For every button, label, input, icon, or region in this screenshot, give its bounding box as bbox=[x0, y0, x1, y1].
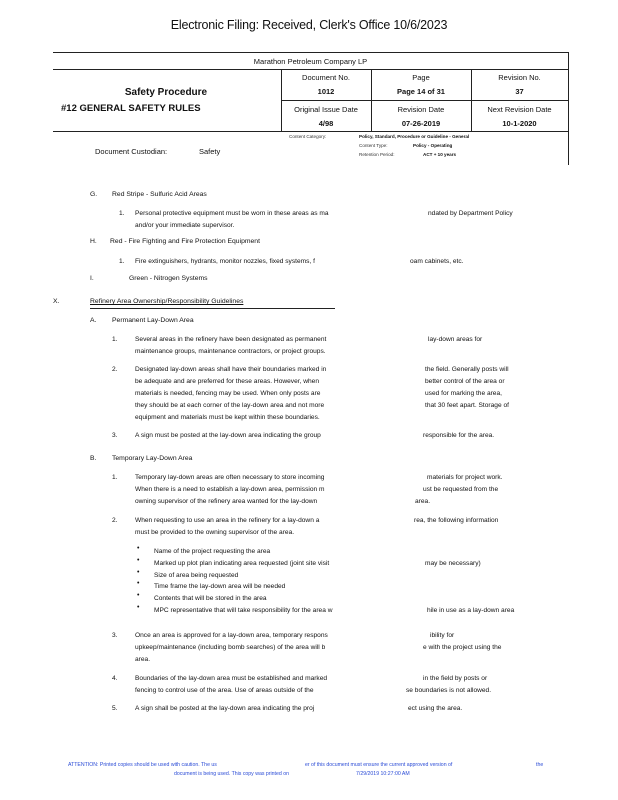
body-text: ust be requested from the bbox=[423, 486, 499, 493]
body-text: be adequate and are preferred for these areas. However, when bbox=[135, 378, 320, 385]
item-number: 5. bbox=[112, 705, 118, 712]
body-text: Several areas in the refinery have been designated as permanent bbox=[135, 336, 327, 343]
next-rev-label: Next Revision Date bbox=[487, 105, 552, 114]
body-text: Designated lay-down areas shall have their boundaries marked in bbox=[135, 366, 327, 373]
bullet-icon: • bbox=[137, 556, 140, 564]
list-item: Contents that will be stored in the area bbox=[154, 595, 267, 603]
body-text: they should be at each corner of the lay-down area and not more bbox=[135, 402, 325, 409]
body-text: Personal protective equipment must be worn in these areas as ma bbox=[135, 210, 329, 217]
bullet-icon: • bbox=[137, 545, 140, 552]
company-name: Marathon Petroleum Company LP bbox=[253, 57, 368, 66]
body-text: Boundaries of the lay-down area must be established and marked bbox=[135, 675, 328, 682]
print-timestamp: 7/29/2019 10:27:00 AM bbox=[356, 771, 410, 777]
body-text: that 30 feet apart. Storage of bbox=[425, 402, 509, 409]
rev-date-label: Revision Date bbox=[397, 105, 445, 114]
body-text: Once an area is approved for a lay-down area, temporary respons bbox=[135, 632, 328, 639]
body-text: used for marking the area, bbox=[425, 390, 502, 397]
section-title: Red - Fire Fighting and Fire Protection Equipment bbox=[110, 238, 260, 245]
content-type-label: Content Type: bbox=[359, 143, 388, 148]
body-text: When requesting to use an area in the refinery for a lay-down a bbox=[135, 517, 320, 524]
section-number: X. bbox=[53, 298, 60, 305]
body-text: A sign must be posted at the lay-down area indicating the group bbox=[135, 432, 321, 439]
retention-label: Retention Period: bbox=[359, 152, 395, 157]
next-rev-date: 10-1-2020 bbox=[502, 119, 537, 128]
filing-stamp: Electronic Filing: Received, Clerk's Office 10/6/2023 bbox=[170, 18, 448, 32]
body-text: materials for project work. bbox=[427, 474, 503, 481]
body-text: e with the project using the bbox=[423, 644, 502, 651]
body-text: ndated by Department Policy bbox=[428, 210, 513, 217]
body-text: owning supervisor of the refinery area wanted for the lay-down bbox=[135, 498, 318, 505]
item-number: 2. bbox=[112, 366, 118, 373]
custodian-value: Safety bbox=[199, 147, 221, 156]
procedure-title: Safety Procedure bbox=[124, 87, 208, 98]
section-title: Refinery Area Ownership/Responsibility Guidelines bbox=[90, 298, 244, 305]
procedure-name: #12 GENERAL SAFETY RULES bbox=[61, 103, 201, 114]
item-number: 3. bbox=[112, 432, 118, 439]
rev-date: 07-26-2019 bbox=[401, 119, 441, 128]
body-text: se boundaries is not allowed. bbox=[406, 687, 492, 694]
body-text: oam cabinets, etc. bbox=[410, 258, 464, 265]
body-text: better control of the area or bbox=[425, 378, 505, 385]
page-value: Page 14 of 31 bbox=[397, 87, 445, 96]
body-text: fencing to control use of the area. Use of areas outside of the bbox=[135, 687, 314, 694]
footer-notice: er of this document must ensure the current approved version of bbox=[305, 762, 453, 768]
body-text: in the field by posts or bbox=[423, 675, 488, 682]
item-letter: A. bbox=[90, 317, 97, 324]
body-text: the field. Generally posts will bbox=[425, 366, 509, 373]
content-type: Policy - Operating bbox=[413, 143, 453, 148]
body-text: must be provided to the owning supervisor of the area. bbox=[135, 529, 295, 536]
bullet-icon: • bbox=[137, 604, 140, 611]
body-text: lay-down areas for bbox=[428, 336, 483, 343]
item-number: 1. bbox=[119, 258, 125, 265]
item-number: 4. bbox=[112, 675, 118, 682]
revision-no: 37 bbox=[515, 87, 524, 96]
section-title: Red Stripe - Sulfuric Acid Areas bbox=[112, 191, 207, 198]
list-item: may be necessary) bbox=[425, 559, 481, 567]
footer-notice: the bbox=[536, 762, 544, 768]
body-text: Temporary lay-down areas are often necessary to store incoming bbox=[135, 474, 325, 481]
body-text: Fire extinguishers, hydrants, monitor nozzles, fixed systems, f bbox=[135, 258, 315, 265]
revision-no-label: Revision No. bbox=[498, 73, 541, 82]
item-number: 1. bbox=[112, 474, 118, 481]
bullet-icon: • bbox=[137, 592, 140, 600]
body-text: and/or your immediate supervisor. bbox=[135, 222, 235, 229]
item-number: 3. bbox=[112, 632, 118, 639]
body-text: materials is needed, fencing may be used. When only posts are bbox=[135, 390, 321, 397]
section-title: Permanent Lay-Down Area bbox=[112, 317, 194, 324]
body-text: When there is a need to establish a lay-down area, permission m bbox=[135, 486, 325, 493]
page-label: Page bbox=[412, 73, 430, 82]
body-text: responsible for the area. bbox=[423, 432, 495, 439]
item-number: 1. bbox=[119, 210, 125, 217]
body-text: ibility for bbox=[430, 632, 455, 639]
list-item: hile in use as a lay-down area bbox=[427, 607, 515, 614]
item-letter: I. bbox=[90, 275, 94, 282]
list-item: Size of area being requested bbox=[154, 571, 239, 579]
body-text: area. bbox=[415, 498, 431, 505]
list-item: Marked up plot plan indicating area requested (joint site visit bbox=[154, 559, 330, 567]
body-text: A sign shall be posted at the lay-down area indicating the proj bbox=[135, 705, 315, 712]
body-text: ect using the area. bbox=[408, 705, 463, 712]
footer-notice: ATTENTION: Printed copies should be used with caution. The us bbox=[68, 762, 217, 768]
body-text: area. bbox=[135, 656, 151, 663]
item-number: 1. bbox=[112, 336, 118, 343]
section-title: Green - Nitrogen Systems bbox=[129, 275, 208, 282]
custodian-label: Document Custodian: bbox=[95, 147, 168, 156]
list-item: MPC representative that will take responsibility for the area w bbox=[154, 607, 333, 614]
retention: ACT + 10 years bbox=[423, 152, 457, 157]
orig-issue-label: Original Issue Date bbox=[294, 105, 358, 114]
document-header bbox=[53, 52, 569, 165]
doc-no: 1012 bbox=[317, 87, 335, 96]
body-text: upkeep/maintenance (including bomb searches) of the area will b bbox=[135, 644, 326, 651]
list-item: Time frame the lay-down area will be needed bbox=[154, 583, 286, 591]
list-item: Name of the project requesting the area bbox=[154, 548, 271, 555]
footer-notice: document is being used. This copy was printed on bbox=[174, 771, 289, 777]
doc-no-label: Document No. bbox=[302, 73, 350, 82]
content-category-label: Content Category: bbox=[289, 134, 327, 139]
body-text: equipment and materials must be kept within these boundaries. bbox=[135, 414, 320, 421]
bullet-icon: • bbox=[137, 580, 140, 588]
body-text: maintenance groups, maintenance contractors, or project groups. bbox=[135, 348, 326, 355]
content-category: Policy, Standard, Procedure or Guideline - General bbox=[359, 134, 470, 139]
body-text: rea, the following information bbox=[414, 517, 499, 524]
item-letter: B. bbox=[90, 455, 97, 462]
item-number: 2. bbox=[112, 517, 118, 524]
item-letter: G. bbox=[90, 191, 98, 198]
orig-issue-date: 4/98 bbox=[318, 119, 334, 128]
section-title: Temporary Lay-Down Area bbox=[112, 455, 193, 462]
item-letter: H. bbox=[90, 238, 97, 245]
bullet-icon: • bbox=[137, 568, 140, 576]
